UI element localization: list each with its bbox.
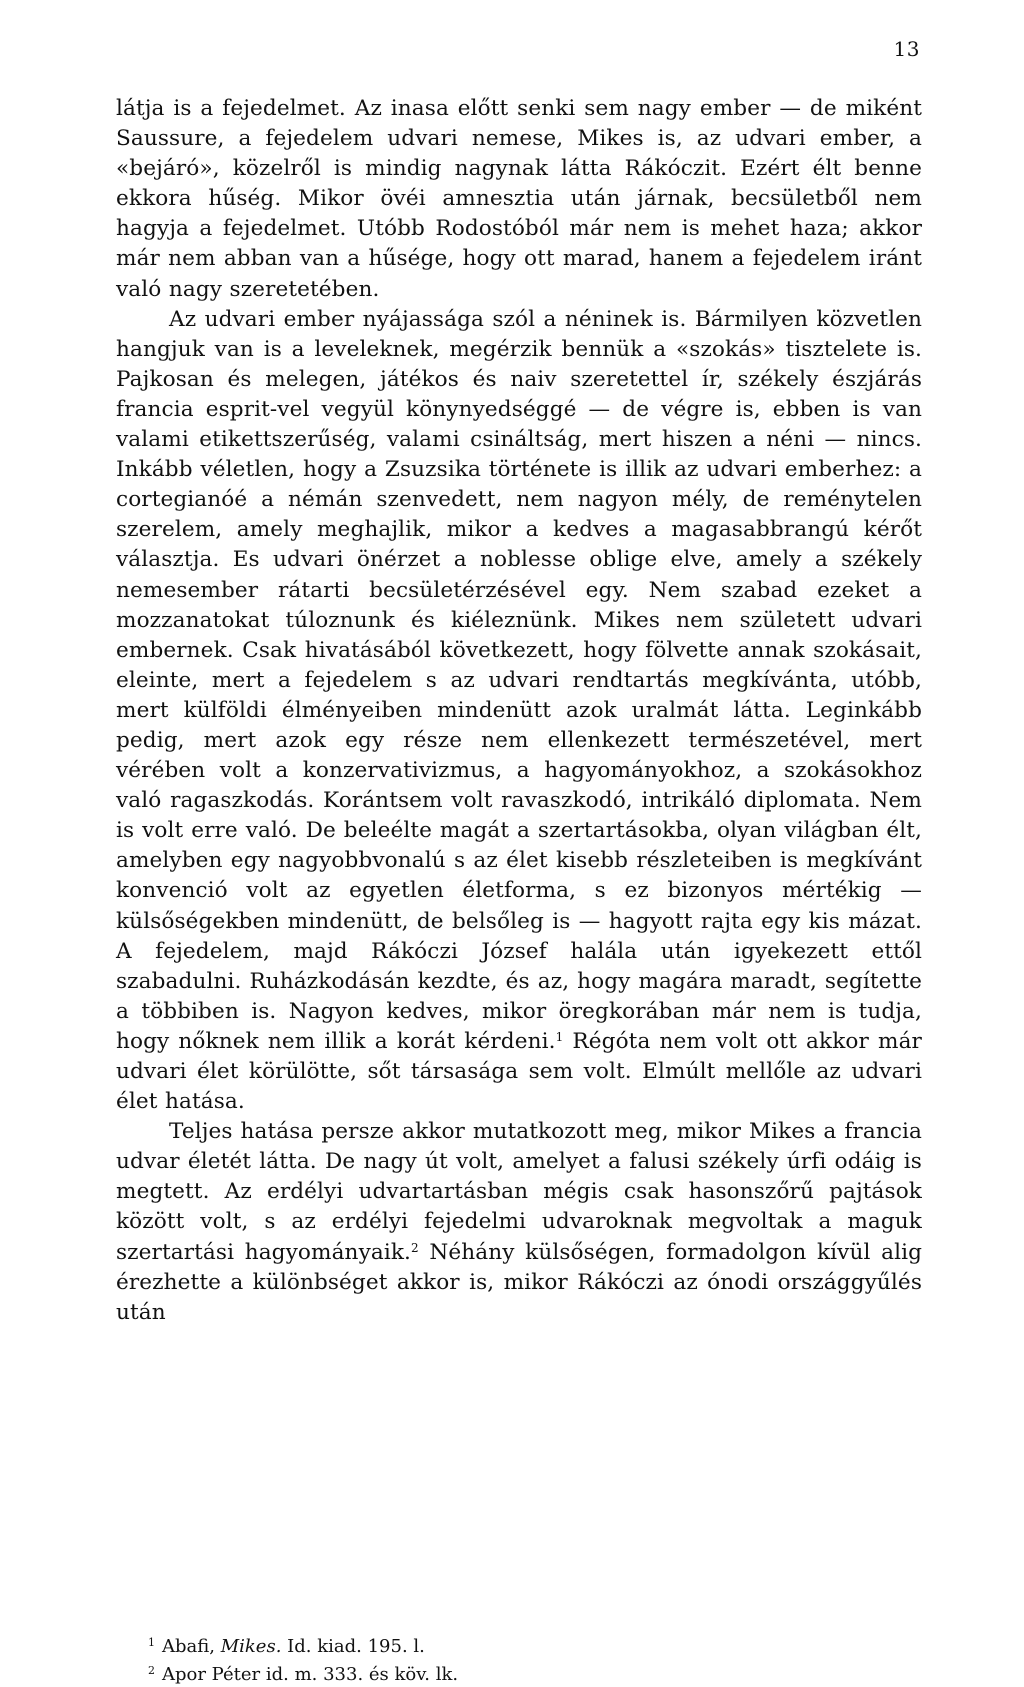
footnote-2: [148, 1659, 668, 1687]
footnote-ref-2: 2: [411, 1240, 419, 1255]
paragraph-3-text-a: Teljes hatása persze akkor mutatkozott meg, mikor Mikes a francia udvar életét látta. De nagy út volt, amelyet a falusi székely úrfi odáig is megtett. Az erdélyi udvartartásban mégis csak hasonszőrű pajtások között volt, s az erdélyi fejedelmi udvaroknak megvoltak a maguk szertartási hagyományaik.: [116, 1119, 922, 1265]
page-number: 13: [893, 37, 920, 61]
footnote-number: 1: [148, 1636, 155, 1649]
footnote-1: [148, 1631, 668, 1659]
paragraph-2-text-b: Régóta nem volt ott akkor már udvari élet körülötte, sőt társasága sem volt. Elmúlt mellőle az udvari élet hatása.: [116, 1028, 922, 1115]
footnote-number: 2: [148, 1664, 155, 1677]
footnote-ref-1: 1: [555, 1029, 564, 1044]
paragraph-1-text: látja is a fejedelmet. Az inasa előtt senki sem nagy ember — de miként Saussure, a fejedelem udvari nemese, Mikes is, az udvari ember, a «bejáró», közelről is mindig nagynak látta Rákóczit. Ezért élt benne ekkora hűség. Mikor övéi amnesztia után járnak, becsületből nem hagyja a fejedelmet. Utóbb Rodostóból már nem is mehet haza; akkor már nem abban van a hűsége, hogy ott marad, hanem a fejedelem iránt való nagy szeretetében.: [116, 96, 922, 302]
footnote-text: Apor Péter id. m. 333. és köv. lk.: [162, 1664, 459, 1685]
body-text: [116, 94, 922, 1328]
footnote-text: Abafi,: [162, 1636, 221, 1657]
paragraph-2: [116, 305, 922, 1118]
footnote-text: Id. kiad. 195. l.: [281, 1636, 425, 1657]
paragraph-1: [116, 94, 922, 305]
footnotes: [148, 1631, 668, 1687]
paragraph-3: [116, 1117, 922, 1328]
footnote-title: Mikes.: [220, 1636, 282, 1657]
paragraph-2-text-a: Az udvari ember nyájassága szól a néninek is. Bármilyen közvetlen hangjuk van is a leveleknek, megérzik bennük a «szokás» tisztelete is. Pajkosan és melegen, játékos és naiv szeretettel ír, székely észjárás francia esprit-vel vegyül könynyedséggé — de végre is, ebben is van valami etikettszerűség, valami csináltság, mert hiszen a néni — nincs. Inkább véletlen, hogy a Zsuzsika története is illik az udvari emberhez: a cortegianóé a némán szenvedett, nem nagyon mély, de reménytelen szerelem, amely meghajlik, mikor a kedves a magasabbrangú kérőt választja. Es udvari önérzet a noblesse oblige elve, amely a székely nemesember rátarti becsületérzésével egy. Nem szabad ezeket a mozzanatokat túloznunk és kiéleznünk. Mikes nem született udvari embernek. Csak hivatásából következett, hogy fölvette annak szokásait, eleinte, mert a fejedelem s az udvari rendtartás megkívánta, utóbb, mert külföldi élményeiben mindenütt azok uralmát látta. Leginkább pedig, mert azok egy része nem ellenkezett természetével, mert vérében volt a konzervativizmus, a hagyományokhoz, a szokásokhoz való ragaszkodás. Korántsem volt ravaszkodó, intrikáló diplomata. Nem is volt erre való. De beleélte magát a szertartásokba, olyan világban élt, amelyben egy nagyobbvonalú s az élet kisebb részleteiben is megkívánt konvenció volt az egyetlen életforma, s ez bizonyos mértékig — külsőségekben mindenütt, de belsőleg is — hagyott rajta egy kis mázat. A fejedelem, majd Rákóczi József halála után igyekezett ettől szabadulni. Ruházkodásán kezdte, és az, hogy magára maradt, segítette a többiben is. Nagyon kedves, mikor öregkorában már nem is tudja, hogy nőknek nem illik a korát kérdeni.: [116, 306, 922, 1054]
paragraph-3-text-b: Néhány külsőségen, formadolgon kívül alig érezhette a különbséget akkor is, mikor Rákóczi az ónodi országgyűlés után: [116, 1239, 923, 1325]
